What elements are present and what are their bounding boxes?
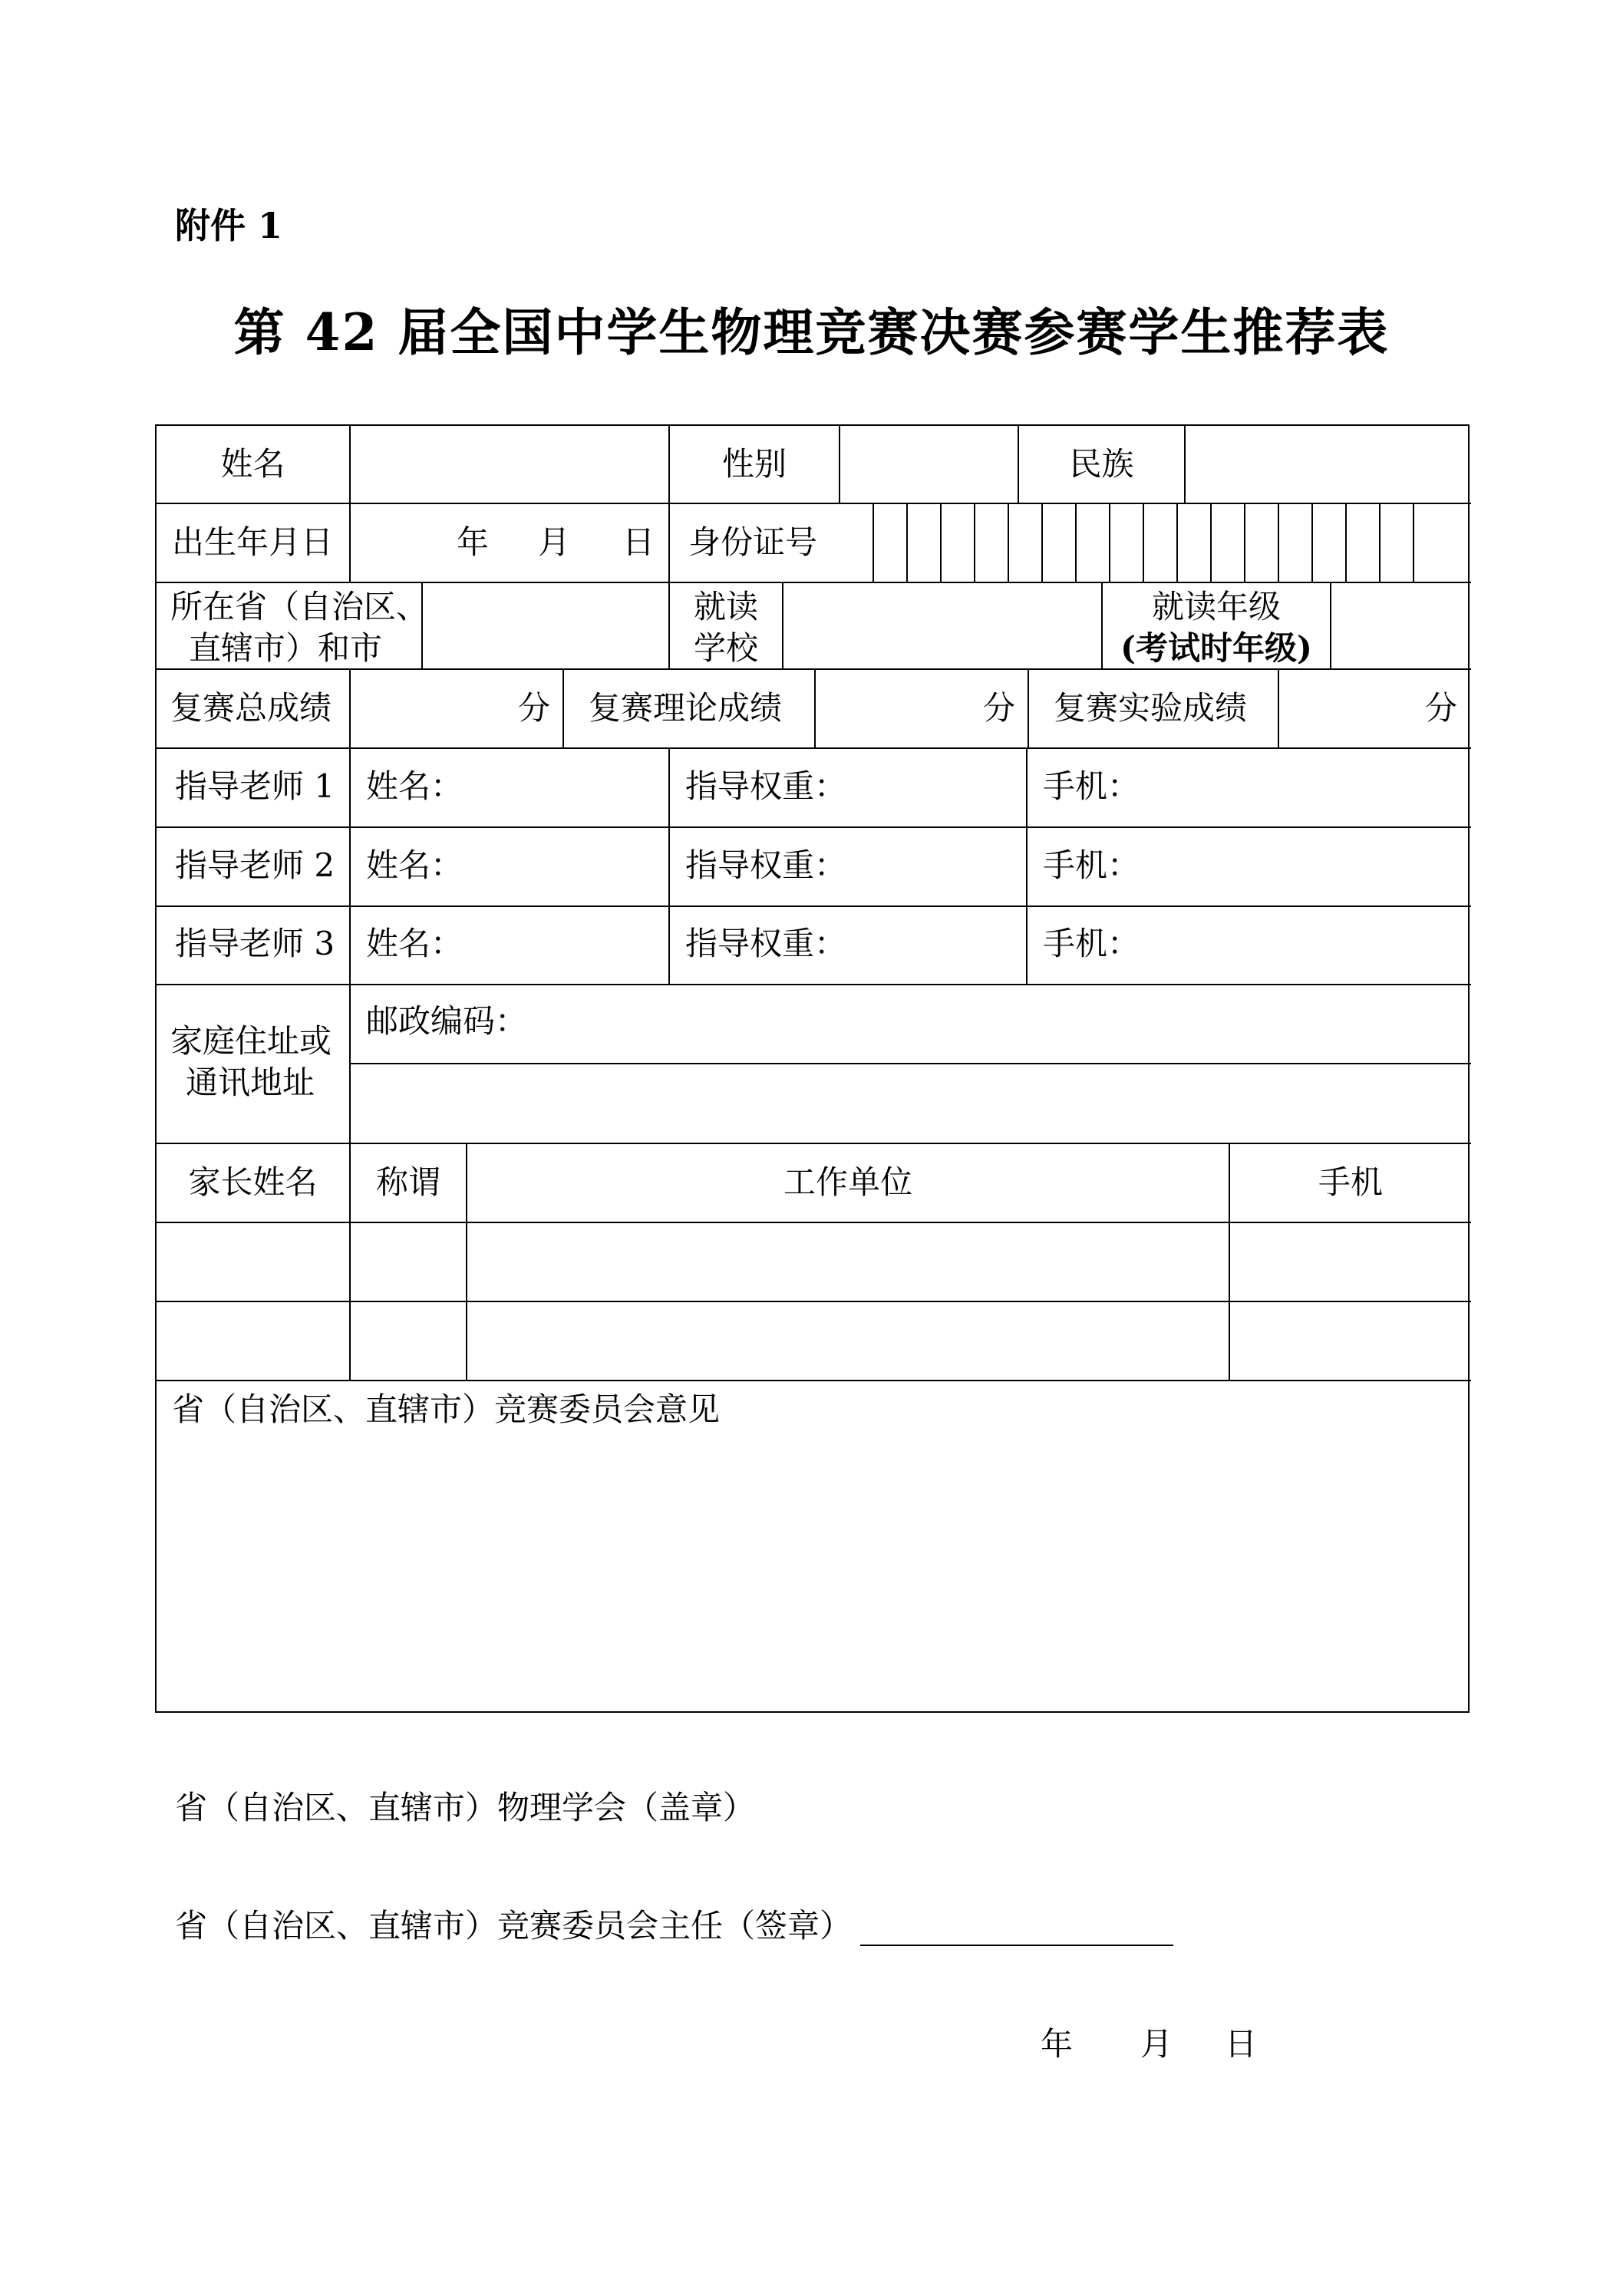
row-divider (157, 1222, 1471, 1223)
birth-month-unit: 月 (538, 523, 571, 561)
footer-year-unit: 年 (1041, 2025, 1074, 2063)
col-divider (1028, 668, 1029, 748)
committee-opinion-label: 省（自治区、直辖市）竞赛委员会意见 (172, 1390, 721, 1428)
col-divider (839, 426, 840, 503)
grade-label-line2: (考试时年级) (1120, 629, 1312, 667)
row-divider (157, 1143, 1471, 1144)
society-seal-label: 省（自治区、直辖市）物理学会（盖章） (175, 1789, 756, 1826)
theory-points-unit: 分 (983, 689, 1016, 727)
total-points-unit: 分 (518, 689, 551, 727)
province-label-line1: 所在省（自治区、 (170, 588, 429, 625)
col-divider (349, 426, 351, 503)
row-divider (157, 1380, 1471, 1381)
semifinal-theory-label: 复赛理论成绩 (589, 689, 783, 727)
teacher-2-weight-label: 指导权重： (685, 846, 847, 884)
teacher-1-weight-label: 指导权重： (685, 767, 847, 805)
id-digit-divider (1413, 503, 1414, 582)
row-divider (350, 1063, 1471, 1064)
signature-line (860, 1945, 1173, 1946)
row-divider (157, 906, 1471, 907)
col-divider (562, 668, 564, 748)
id-digit-divider (1008, 503, 1009, 582)
teacher-3-weight-label: 指导权重： (685, 925, 847, 962)
id-digit-divider (1278, 503, 1279, 582)
address-label-line2: 通讯地址 (186, 1064, 315, 1101)
col-divider (668, 747, 670, 985)
col-divider (349, 984, 351, 1143)
workplace-header: 工作单位 (783, 1163, 912, 1201)
teacher-2-name-label: 姓名： (366, 846, 463, 884)
col-divider (349, 668, 351, 748)
row-divider (157, 582, 1471, 583)
teacher-1-label: 指导老师 1 (175, 767, 335, 805)
col-divider (1278, 668, 1279, 748)
id-digit-divider (1345, 503, 1347, 582)
experiment-points-unit: 分 (1425, 689, 1458, 727)
birth-year-unit: 年 (457, 523, 490, 561)
row-divider (157, 503, 1471, 504)
id-digit-divider (873, 503, 874, 582)
semifinal-experiment-label: 复赛实验成绩 (1054, 689, 1248, 727)
id-digit-divider (1176, 503, 1178, 582)
col-divider (1330, 582, 1331, 669)
grade-label-line1: 就读年级 (1151, 588, 1281, 625)
recommendation-form (155, 424, 1470, 1713)
teacher-2-phone-label: 手机： (1043, 846, 1140, 884)
id-digit-divider (974, 503, 975, 582)
parent-name-header: 家长姓名 (188, 1163, 318, 1201)
id-number-label: 身份证号 (688, 523, 818, 561)
col-divider (814, 668, 816, 748)
row-divider (157, 826, 1471, 828)
teacher-3-label: 指导老师 3 (175, 925, 335, 962)
id-digit-divider (1041, 503, 1043, 582)
school-label-line2: 学校 (693, 629, 758, 667)
col-divider (349, 747, 351, 985)
ethnicity-label: 民族 (1069, 445, 1134, 483)
row-divider (157, 984, 1471, 985)
teacher-2-label: 指导老师 2 (175, 846, 335, 884)
attachment-label: 附件 1 (175, 205, 283, 246)
col-divider (349, 503, 351, 582)
id-digit-divider (1379, 503, 1381, 582)
col-divider (1184, 426, 1186, 503)
footer-month-unit: 月 (1140, 2025, 1173, 2063)
id-digit-divider (906, 503, 908, 582)
id-digit-divider (1244, 503, 1245, 582)
school-label-line1: 就读 (693, 588, 758, 625)
footer-day-unit: 日 (1225, 2025, 1258, 2063)
id-digit-divider (1143, 503, 1144, 582)
col-divider (668, 503, 670, 582)
row-divider (157, 1301, 1471, 1302)
semifinal-total-label: 复赛总成绩 (170, 689, 332, 727)
gender-label: 性别 (721, 445, 787, 483)
postcode-label: 邮政编码： (366, 1002, 528, 1040)
birth-day-unit: 日 (622, 523, 655, 561)
director-sign-label: 省（自治区、直辖市）竞赛委员会主任（签章） (175, 1907, 853, 1945)
id-digit-divider (1075, 503, 1077, 582)
birth-date-label: 出生年月日 (172, 523, 334, 561)
teacher-1-phone-label: 手机： (1043, 767, 1140, 805)
teacher-1-name-label: 姓名： (366, 767, 463, 805)
page-title: 第 42 届全国中学生物理竞赛决赛参赛学生推荐表 (233, 302, 1390, 362)
address-label-line1: 家庭住址或 (170, 1022, 332, 1060)
mobile-header: 手机 (1318, 1163, 1383, 1201)
id-digit-divider (1311, 503, 1313, 582)
col-divider (782, 582, 783, 669)
id-digit-divider (940, 503, 942, 582)
teacher-3-phone-label: 手机： (1043, 925, 1140, 962)
relation-header: 称谓 (375, 1163, 440, 1201)
province-label-line2: 直辖市）和市 (189, 629, 383, 667)
col-divider (1026, 747, 1028, 985)
id-digit-divider (1109, 503, 1110, 582)
teacher-3-name-label: 姓名： (366, 925, 463, 962)
id-digit-divider (1210, 503, 1212, 582)
name-label: 姓名 (220, 445, 285, 483)
